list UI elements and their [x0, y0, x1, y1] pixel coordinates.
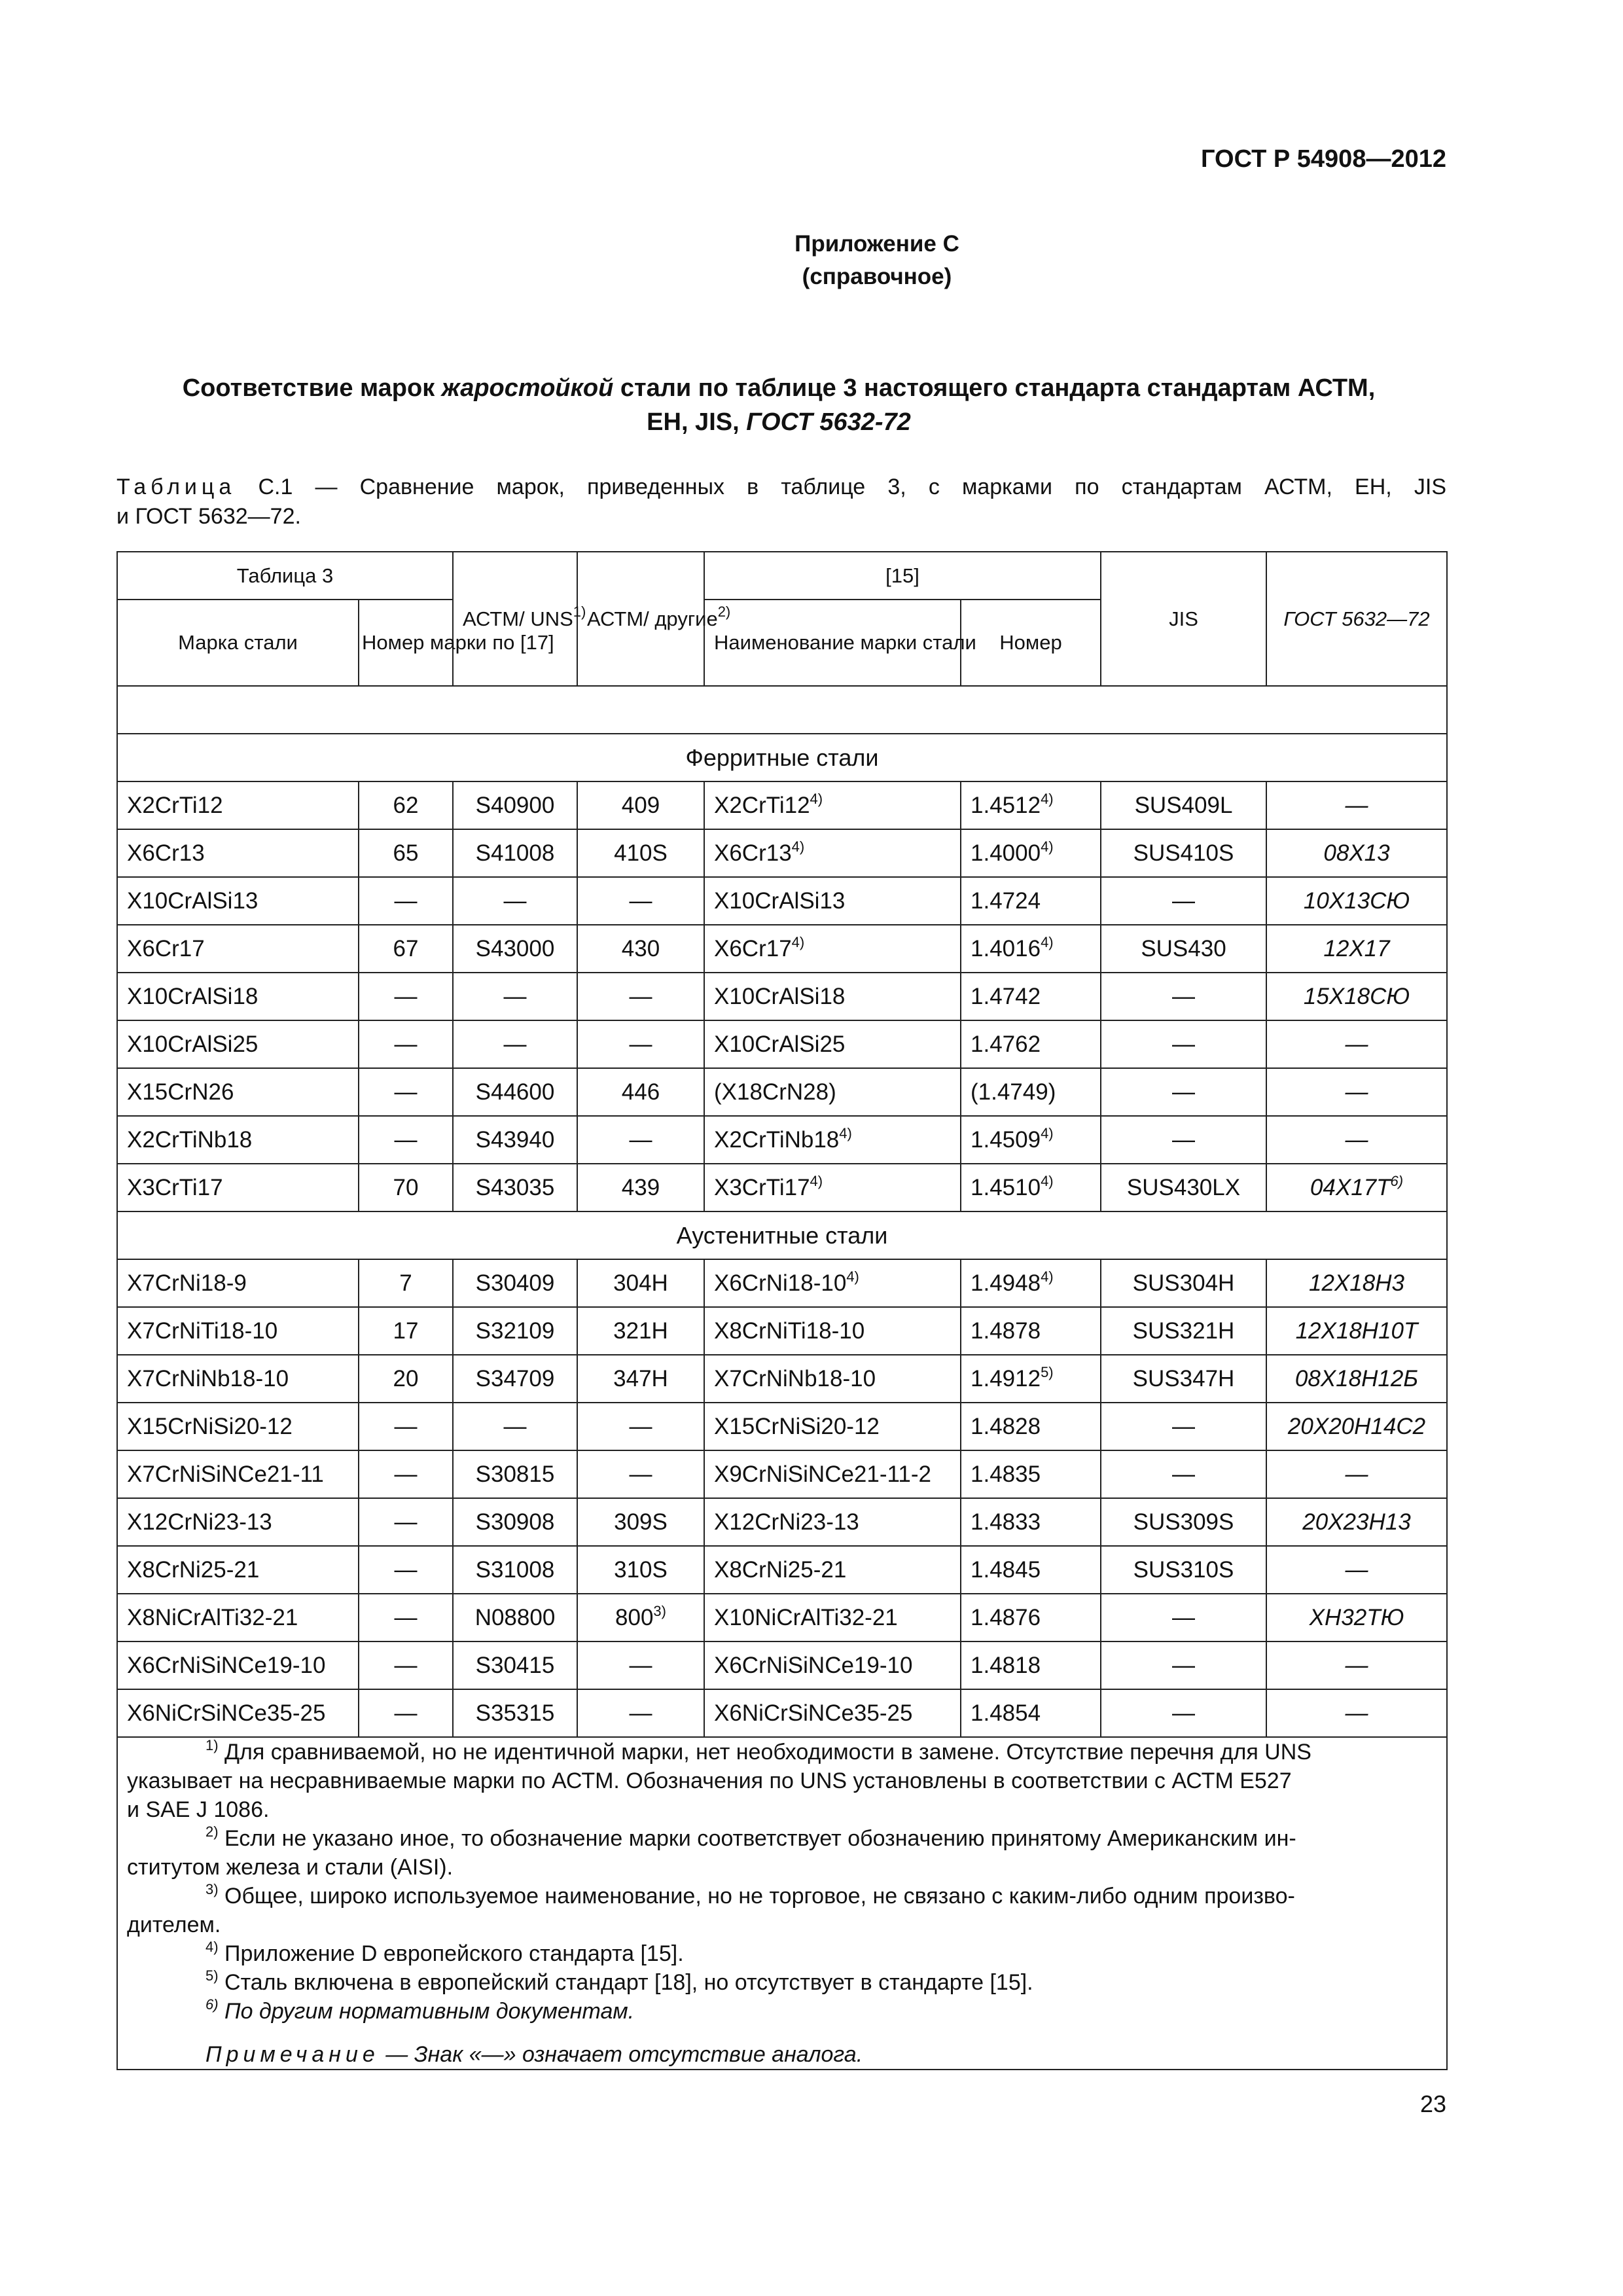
header-group-15: [15] — [704, 552, 1101, 600]
cell-number-15: 1.4000$^{4)}$ — [961, 829, 1101, 877]
cell-jis: SUS430 — [1101, 925, 1266, 973]
cell-grade: X12CrNi23-13 — [117, 1498, 359, 1546]
cell-astm-other: 439 — [577, 1164, 704, 1211]
section-label: Аустенитные стали — [117, 1211, 1447, 1259]
cell-jis: SUS310S — [1101, 1546, 1266, 1594]
cell-gost: 10Х13СЮ — [1266, 877, 1447, 925]
annex-title: Приложение С — [794, 231, 959, 257]
header-group-table3: Таблица 3 — [117, 552, 453, 600]
cell-astm-uns: S43000 — [453, 925, 577, 973]
cell-grade: X15CrNiSi20-12 — [117, 1403, 359, 1450]
table-row — [117, 973, 1447, 1020]
cell-number-17: 17 — [359, 1307, 453, 1355]
table-row — [117, 1068, 1447, 1116]
table-row — [117, 1546, 1447, 1594]
cell-astm-other: — — [577, 1020, 704, 1068]
header-grade: Марка стали — [117, 600, 359, 686]
cell-jis: SUS309S — [1101, 1498, 1266, 1546]
cell-number-15: 1.4509$^{4)}$ — [961, 1116, 1101, 1164]
cell-astm-other: 409 — [577, 781, 704, 829]
caption-text-line2: и ГОСТ 5632—72. — [116, 504, 301, 529]
cell-jis: — — [1101, 877, 1266, 925]
cell-gost: 12Х18Н3 — [1266, 1259, 1447, 1307]
cell-name-15: X6CrNi18-10$^{4)}$ — [704, 1259, 961, 1307]
title-italic-part: ГОСТ 5632-72 — [746, 408, 911, 436]
cell-name-15: X6NiCrSiNCe35-25 — [704, 1689, 961, 1737]
cell-astm-other: — — [577, 1641, 704, 1689]
title-part: Соответствие марок — [182, 374, 442, 402]
header-astm-other: АСТМ/ другие$^{2)}$ — [577, 552, 704, 686]
cell-astm-other: 347H — [577, 1355, 704, 1403]
table-row — [117, 925, 1447, 973]
cell-jis: — — [1101, 1116, 1266, 1164]
cell-astm-other: 410S — [577, 829, 704, 877]
cell-astm-uns: S30415 — [453, 1641, 577, 1689]
cell-jis: SUS347H — [1101, 1355, 1266, 1403]
cell-gost: ХН32ТЮ — [1266, 1594, 1447, 1641]
austenitic-rows — [117, 1259, 1447, 1737]
cell-astm-uns: S44600 — [453, 1068, 577, 1116]
notes-cell — [117, 1737, 1447, 2070]
cell-name-15: X6Cr13$^{4)}$ — [704, 829, 961, 877]
cell-astm-other: 310S — [577, 1546, 704, 1594]
cell-name-15: X8CrNi25-21 — [704, 1546, 961, 1594]
cell-grade: X10CrAlSi18 — [117, 973, 359, 1020]
note-2: $^{2)}$ Если не указано иное, то обозначение марки соответствует обозначению принятому Американским ин- — [205, 1823, 1296, 1851]
cell-grade: X6Cr17 — [117, 925, 359, 973]
cell-number-17: — — [359, 1641, 453, 1689]
cell-gost: 12Х17 — [1266, 925, 1447, 973]
table-row — [117, 1594, 1447, 1641]
header-name-15: Наименование марки стали — [704, 600, 961, 686]
cell-grade: X7CrNiNb18-10 — [117, 1355, 359, 1403]
cell-astm-uns: S43035 — [453, 1164, 577, 1211]
section-row-ferritic — [117, 734, 1447, 781]
cell-jis: — — [1101, 1020, 1266, 1068]
ferritic-rows — [117, 781, 1447, 1211]
cell-gost: 15Х18СЮ — [1266, 973, 1447, 1020]
cell-number-15: 1.4876 — [961, 1594, 1101, 1641]
section-row-austenitic — [117, 1211, 1447, 1259]
cell-name-15: X12CrNi23-13 — [704, 1498, 961, 1546]
cell-number-17: — — [359, 1068, 453, 1116]
cell-number-15: 1.4835 — [961, 1450, 1101, 1498]
cell-number-15: 1.4818 — [961, 1641, 1101, 1689]
cell-name-15: X9CrNiSiNCe21-11-2 — [704, 1450, 961, 1498]
cell-gost: $04Х17Т^{6)}$ — [1266, 1164, 1447, 1211]
cell-jis: — — [1101, 1641, 1266, 1689]
cell-jis: — — [1101, 973, 1266, 1020]
cell-astm-other: — — [577, 973, 704, 1020]
cell-name-15: X10NiCrAlTi32-21 — [704, 1594, 961, 1641]
cell-number-17: — — [359, 1498, 453, 1546]
cell-grade: X7CrNi18-9 — [117, 1259, 359, 1307]
cell-jis: SUS430LX — [1101, 1164, 1266, 1211]
table-row — [117, 1116, 1447, 1164]
cell-number-15: (1.4749) — [961, 1068, 1101, 1116]
cell-astm-other: — — [577, 1116, 704, 1164]
cell-astm-uns: S32109 — [453, 1307, 577, 1355]
table-row — [117, 877, 1447, 925]
cell-astm-other: — — [577, 1450, 704, 1498]
cell-number-15: 1.4828 — [961, 1403, 1101, 1450]
cell-number-17: 70 — [359, 1164, 453, 1211]
cell-number-17: 7 — [359, 1259, 453, 1307]
cell-astm-other: 800$^{3)}$ — [577, 1594, 704, 1641]
cell-jis: SUS409L — [1101, 781, 1266, 829]
cell-name-15: X3CrTi17$^{4)}$ — [704, 1164, 961, 1211]
cell-number-15: 1.4948$^{4)}$ — [961, 1259, 1101, 1307]
table-row — [117, 1259, 1447, 1307]
note-3-cont: дителем. — [127, 1912, 221, 1937]
cell-astm-uns: S34709 — [453, 1355, 577, 1403]
header-number-17: Номер марки по [17] — [359, 600, 453, 686]
cell-name-15: X10CrAlSi25 — [704, 1020, 961, 1068]
header-separator — [117, 686, 1447, 734]
cell-astm-other: 446 — [577, 1068, 704, 1116]
cell-number-15: 1.4724 — [961, 877, 1101, 925]
cell-grade: X2CrTi12 — [117, 781, 359, 829]
cell-astm-uns: — — [453, 1403, 577, 1450]
table-row — [117, 1307, 1447, 1355]
cell-jis: — — [1101, 1403, 1266, 1450]
cell-number-17: — — [359, 1020, 453, 1068]
cell-gost: 12Х18Н10Т — [1266, 1307, 1447, 1355]
cell-astm-other: 304H — [577, 1259, 704, 1307]
cell-astm-uns: — — [453, 877, 577, 925]
cell-number-17: — — [359, 1546, 453, 1594]
cell-number-17: — — [359, 1594, 453, 1641]
cell-astm-uns: S40900 — [453, 781, 577, 829]
table-row — [117, 829, 1447, 877]
cell-grade: X8CrNi25-21 — [117, 1546, 359, 1594]
note-6: $^{6)}$ По другим нормативным документам. — [205, 1996, 635, 2024]
table-row — [117, 1498, 1447, 1546]
cell-number-15: 1.4016$^{4)}$ — [961, 925, 1101, 973]
cell-number-17: 67 — [359, 925, 453, 973]
cell-number-17: — — [359, 1450, 453, 1498]
cell-astm-uns: S31008 — [453, 1546, 577, 1594]
table-row — [117, 1020, 1447, 1068]
cell-number-15: 1.4512$^{4)}$ — [961, 781, 1101, 829]
table-row — [117, 1689, 1447, 1737]
cell-astm-other: 309S — [577, 1498, 704, 1546]
table-row — [117, 1403, 1447, 1450]
table-row — [117, 1355, 1447, 1403]
title-italic-part: жаростойкой — [441, 374, 614, 402]
cell-gost: 08Х13 — [1266, 829, 1447, 877]
cell-grade: X10CrAlSi13 — [117, 877, 359, 925]
cell-gost: — — [1266, 1689, 1447, 1737]
cell-astm-uns: S41008 — [453, 829, 577, 877]
cell-name-15: X10CrAlSi13 — [704, 877, 961, 925]
cell-gost: 08Х18Н12Б — [1266, 1355, 1447, 1403]
cell-grade: X6Cr13 — [117, 829, 359, 877]
cell-name-15: X6CrNiSiNCe19-10 — [704, 1641, 961, 1689]
annex-type: (справочное) — [802, 264, 952, 289]
cell-grade: X2CrTiNb18 — [117, 1116, 359, 1164]
cell-astm-other: 321H — [577, 1307, 704, 1355]
cell-jis: — — [1101, 1689, 1266, 1737]
cell-name-15: X15CrNiSi20-12 — [704, 1403, 961, 1450]
cell-number-17: 20 — [359, 1355, 453, 1403]
cell-name-15: X6Cr17$^{4)}$ — [704, 925, 961, 973]
cell-number-15: 1.4878 — [961, 1307, 1101, 1355]
cell-astm-other: — — [577, 1689, 704, 1737]
section-label: Ферритные стали — [117, 734, 1447, 781]
cell-gost: — — [1266, 1068, 1447, 1116]
cell-grade: X7CrNiTi18-10 — [117, 1307, 359, 1355]
cell-gost: — — [1266, 1546, 1447, 1594]
cell-jis: — — [1101, 1068, 1266, 1116]
cell-jis: — — [1101, 1594, 1266, 1641]
note-4: $^{4)}$ Приложение D европейского стандарта [15]. — [205, 1939, 684, 1966]
cell-name-15: X2CrTi12$^{4)}$ — [704, 781, 961, 829]
page-number: 23 — [1419, 2090, 1446, 2117]
caption-label: Таблица — [116, 475, 236, 499]
cell-gost: — — [1266, 1450, 1447, 1498]
cell-gost: — — [1266, 781, 1447, 829]
table-header-row — [117, 552, 1447, 600]
table-row — [117, 1164, 1447, 1211]
header-astm-uns: АСТМ/ UNS$^{1)}$ — [453, 552, 577, 686]
header-jis: JIS — [1101, 552, 1266, 686]
caption-text: С.1 — Сравнение марок, приведенных в таблице 3, с марками по стандартам АСТМ, ЕН, JIS — [236, 475, 1446, 499]
cell-grade: X6CrNiSiNCe19-10 — [117, 1641, 359, 1689]
cell-jis: SUS304H — [1101, 1259, 1266, 1307]
cell-name-15: X8CrNiTi18-10 — [704, 1307, 961, 1355]
note-5: $^{5)}$ Сталь включена в европейский стандарт [18], но отсутствует в стандарте [15]. — [205, 1967, 1033, 1995]
cell-jis: SUS321H — [1101, 1307, 1266, 1355]
cell-grade: X15CrN26 — [117, 1068, 359, 1116]
note-3: $^{3)}$ Общее, широко используемое наименование, но не торговое, не связано с каким-либо одним произво- — [205, 1881, 1295, 1909]
table-notes — [117, 1737, 1447, 2070]
cell-astm-uns: S30908 — [453, 1498, 577, 1546]
table-row — [117, 781, 1447, 829]
steel-correspondence-table — [116, 551, 1448, 2070]
cell-grade: X6NiCrSiNCe35-25 — [117, 1689, 359, 1737]
cell-number-17: — — [359, 1116, 453, 1164]
cell-grade: X8NiCrAlTi32-21 — [117, 1594, 359, 1641]
note-1-cont: указывает на несравниваемые марки по АСТМ. Обозначения по UNS установлены в соответствии с АСТМ E527 — [127, 1768, 1292, 1793]
header-number-15: Номер — [961, 600, 1101, 686]
cell-gost: 20Х20Н14С2 — [1266, 1403, 1447, 1450]
cell-grade: X7CrNiSiNCe21-11 — [117, 1450, 359, 1498]
cell-jis: — — [1101, 1450, 1266, 1498]
cell-astm-uns: S35315 — [453, 1689, 577, 1737]
cell-number-17: — — [359, 1403, 453, 1450]
cell-gost: — — [1266, 1116, 1447, 1164]
cell-number-17: 62 — [359, 781, 453, 829]
title-part: стали по таблице 3 настоящего стандарта стандартам АСТМ, — [613, 374, 1376, 402]
cell-jis: SUS410S — [1101, 829, 1266, 877]
cell-name-15: X2CrTiNb18$^{4)}$ — [704, 1116, 961, 1164]
cell-name-15: X7CrNiNb18-10 — [704, 1355, 961, 1403]
cell-number-15: 1.4742 — [961, 973, 1101, 1020]
annex-heading — [0, 228, 1623, 293]
title-part: ЕН, JIS, — [647, 408, 747, 436]
cell-number-15: 1.4845 — [961, 1546, 1101, 1594]
cell-grade: X10CrAlSi25 — [117, 1020, 359, 1068]
cell-number-15: 1.4762 — [961, 1020, 1101, 1068]
cell-number-15: 1.4510$^{4)}$ — [961, 1164, 1101, 1211]
cell-astm-other: 430 — [577, 925, 704, 973]
cell-astm-other: — — [577, 877, 704, 925]
cell-astm-uns: S30409 — [453, 1259, 577, 1307]
cell-number-15: 1.4912$^{5)}$ — [961, 1355, 1101, 1403]
remark: Примечание — Знак «—» означает отсутствие аналога. — [205, 2042, 863, 2067]
document-code: ГОСТ Р 54908—2012 — [1201, 145, 1446, 173]
cell-astm-uns: S30815 — [453, 1450, 577, 1498]
cell-astm-uns: — — [453, 1020, 577, 1068]
cell-astm-other: — — [577, 1403, 704, 1450]
cell-number-15: 1.4854 — [961, 1689, 1101, 1737]
note-2-cont: ститутом железа и стали (AISI). — [127, 1855, 454, 1880]
cell-number-15: 1.4833 — [961, 1498, 1101, 1546]
cell-astm-uns: — — [453, 973, 577, 1020]
cell-number-17: — — [359, 877, 453, 925]
cell-gost: — — [1266, 1641, 1447, 1689]
cell-astm-uns: N08800 — [453, 1594, 577, 1641]
table-row — [117, 1641, 1447, 1689]
note-1-cont: и SAE J 1086. — [127, 1797, 270, 1822]
table-caption — [116, 473, 1446, 531]
cell-name-15: X10CrAlSi18 — [704, 973, 961, 1020]
cell-astm-uns: S43940 — [453, 1116, 577, 1164]
note-1: $^{1)}$ Для сравниваемой, но не идентичной марки, нет необходимости в замене. Отсутствие перечня для UNS — [205, 1737, 1311, 1765]
cell-number-17: — — [359, 1689, 453, 1737]
table-row — [117, 1450, 1447, 1498]
cell-number-17: — — [359, 973, 453, 1020]
document-title — [111, 371, 1446, 439]
cell-number-17: 65 — [359, 829, 453, 877]
cell-gost: — — [1266, 1020, 1447, 1068]
cell-gost: 20Х23Н13 — [1266, 1498, 1447, 1546]
cell-grade: X3CrTi17 — [117, 1164, 359, 1211]
header-gost: ГОСТ 5632—72 — [1266, 552, 1447, 686]
cell-name-15: (X18CrN28) — [704, 1068, 961, 1116]
